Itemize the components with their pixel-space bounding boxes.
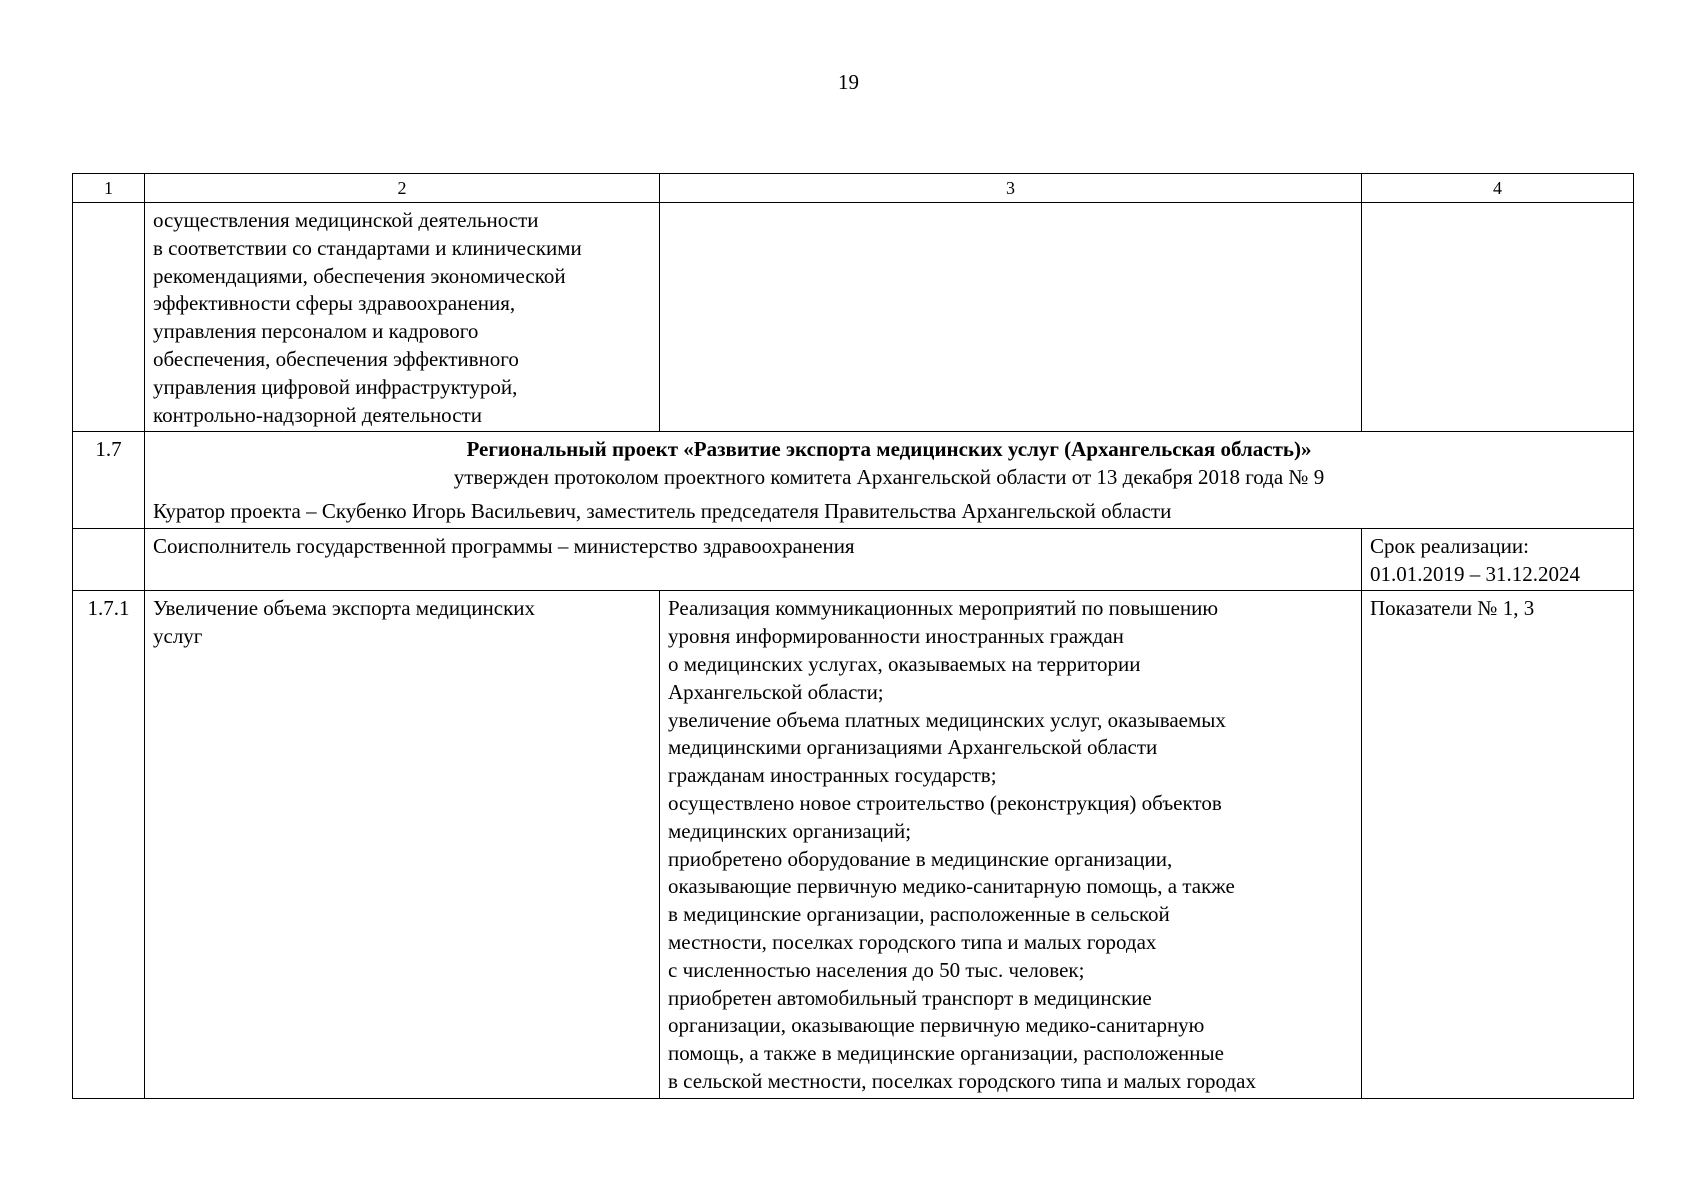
implementation-term-cell xyxy=(1362,528,1634,591)
task-number: 1.7.1 xyxy=(73,591,145,1098)
continuation-line: рекомендациями, обеспечения экономической xyxy=(153,263,566,288)
task-result-line: организации, оказывающие первичную медико-санитарную xyxy=(668,1013,1205,1038)
task-result-line: в медицинские организации, расположенные в сельской xyxy=(668,902,1170,927)
column-number-4: 4 xyxy=(1362,174,1634,203)
continuation-indicators-cell xyxy=(1362,203,1634,432)
task-result-line: медицинскими организациями Архангельской области xyxy=(668,735,1158,760)
column-number-row xyxy=(73,174,1634,203)
task-result-line: Архангельской области; xyxy=(668,679,884,704)
task-result-line: с численностью населения до 50 тыс. человек; xyxy=(668,957,1085,982)
task-indicators: Показатели № 1, 3 xyxy=(1362,591,1634,1098)
task-result-line: осуществлено новое строительство (реконструкция) объектов xyxy=(668,790,1222,815)
implementation-term-label: Срок реализации: xyxy=(1370,533,1529,558)
continuation-results-cell xyxy=(660,203,1362,432)
continuation-line: контрольно-надзорной деятельности xyxy=(153,402,482,427)
continuation-line: эффективности сферы здравоохранения, xyxy=(153,291,516,316)
continuation-text-cell xyxy=(145,203,660,432)
implementation-term-dates: 01.01.2019 – 31.12.2024 xyxy=(1370,561,1580,586)
task-result-line: увеличение объема платных медицинских услуг, оказываемых xyxy=(668,707,1226,732)
task-name-line: Увеличение объема экспорта медицинских xyxy=(153,596,536,621)
coexecutor-row xyxy=(73,528,1634,591)
column-number-2: 2 xyxy=(145,174,660,203)
project-info-cell xyxy=(145,432,1634,528)
task-results-cell xyxy=(660,591,1362,1098)
coexecutor-number-cell xyxy=(73,528,145,591)
project-approval: утвержден протоколом проектного комитета Архангельской области от 13 декабря 2018 года № 9 xyxy=(453,465,1325,490)
coexecutor-text: Соисполнитель государственной программы – министерство здравоохранения xyxy=(145,528,1362,591)
continuation-line: в соответствии со стандартами и клиническими xyxy=(153,235,582,260)
task-result-line: медицинских организаций; xyxy=(668,818,912,843)
continuation-line: управления цифровой инфраструктурой, xyxy=(153,374,518,399)
project-row xyxy=(73,432,1634,528)
project-title: Региональный проект «Развитие экспорта медицинских услуг (Архангельская область)» xyxy=(466,437,1312,462)
task-result-line: в сельской местности, поселках городского типа и малых городах xyxy=(668,1068,1256,1093)
task-name-cell xyxy=(145,591,660,1098)
continuation-number-cell xyxy=(73,203,145,432)
task-result-line: оказывающие первичную медико-санитарную помощь, а также xyxy=(668,874,1235,899)
task-result-line: гражданам иностранных государств; xyxy=(668,763,997,788)
task-result-line: о медицинских услугах, оказываемых на территории xyxy=(668,651,1141,676)
task-result-line: приобретено оборудование в медицинские организации, xyxy=(668,846,1173,871)
task-result-line: помощь, а также в медицинские организации, расположенные xyxy=(668,1041,1224,1066)
page-number: 19 xyxy=(838,70,859,94)
continuation-line: осуществления медицинской деятельности xyxy=(153,208,539,232)
continuation-row xyxy=(73,203,1634,432)
task-name-line: услуг xyxy=(153,624,203,649)
continuation-line: обеспечения, обеспечения эффективного xyxy=(153,346,519,371)
task-result-line: Реализация коммуникационных мероприятий по повышению xyxy=(668,596,1219,621)
task-row xyxy=(73,591,1634,1098)
task-result-line: местности, поселках городского типа и малых городах xyxy=(668,929,1157,954)
continuation-line: управления персоналом и кадрового xyxy=(153,319,479,344)
column-number-3: 3 xyxy=(660,174,1362,203)
task-result-line: приобретен автомобильный транспорт в медицинские xyxy=(668,985,1152,1010)
project-number: 1.7 xyxy=(73,432,145,528)
project-curator: Куратор проекта – Скубенко Игорь Васильевич, заместитель председателя Правительства Архангельской области xyxy=(153,498,1172,523)
program-table xyxy=(72,173,1634,1099)
column-number-1: 1 xyxy=(73,174,145,203)
task-result-line: уровня информированности иностранных граждан xyxy=(668,624,1124,649)
